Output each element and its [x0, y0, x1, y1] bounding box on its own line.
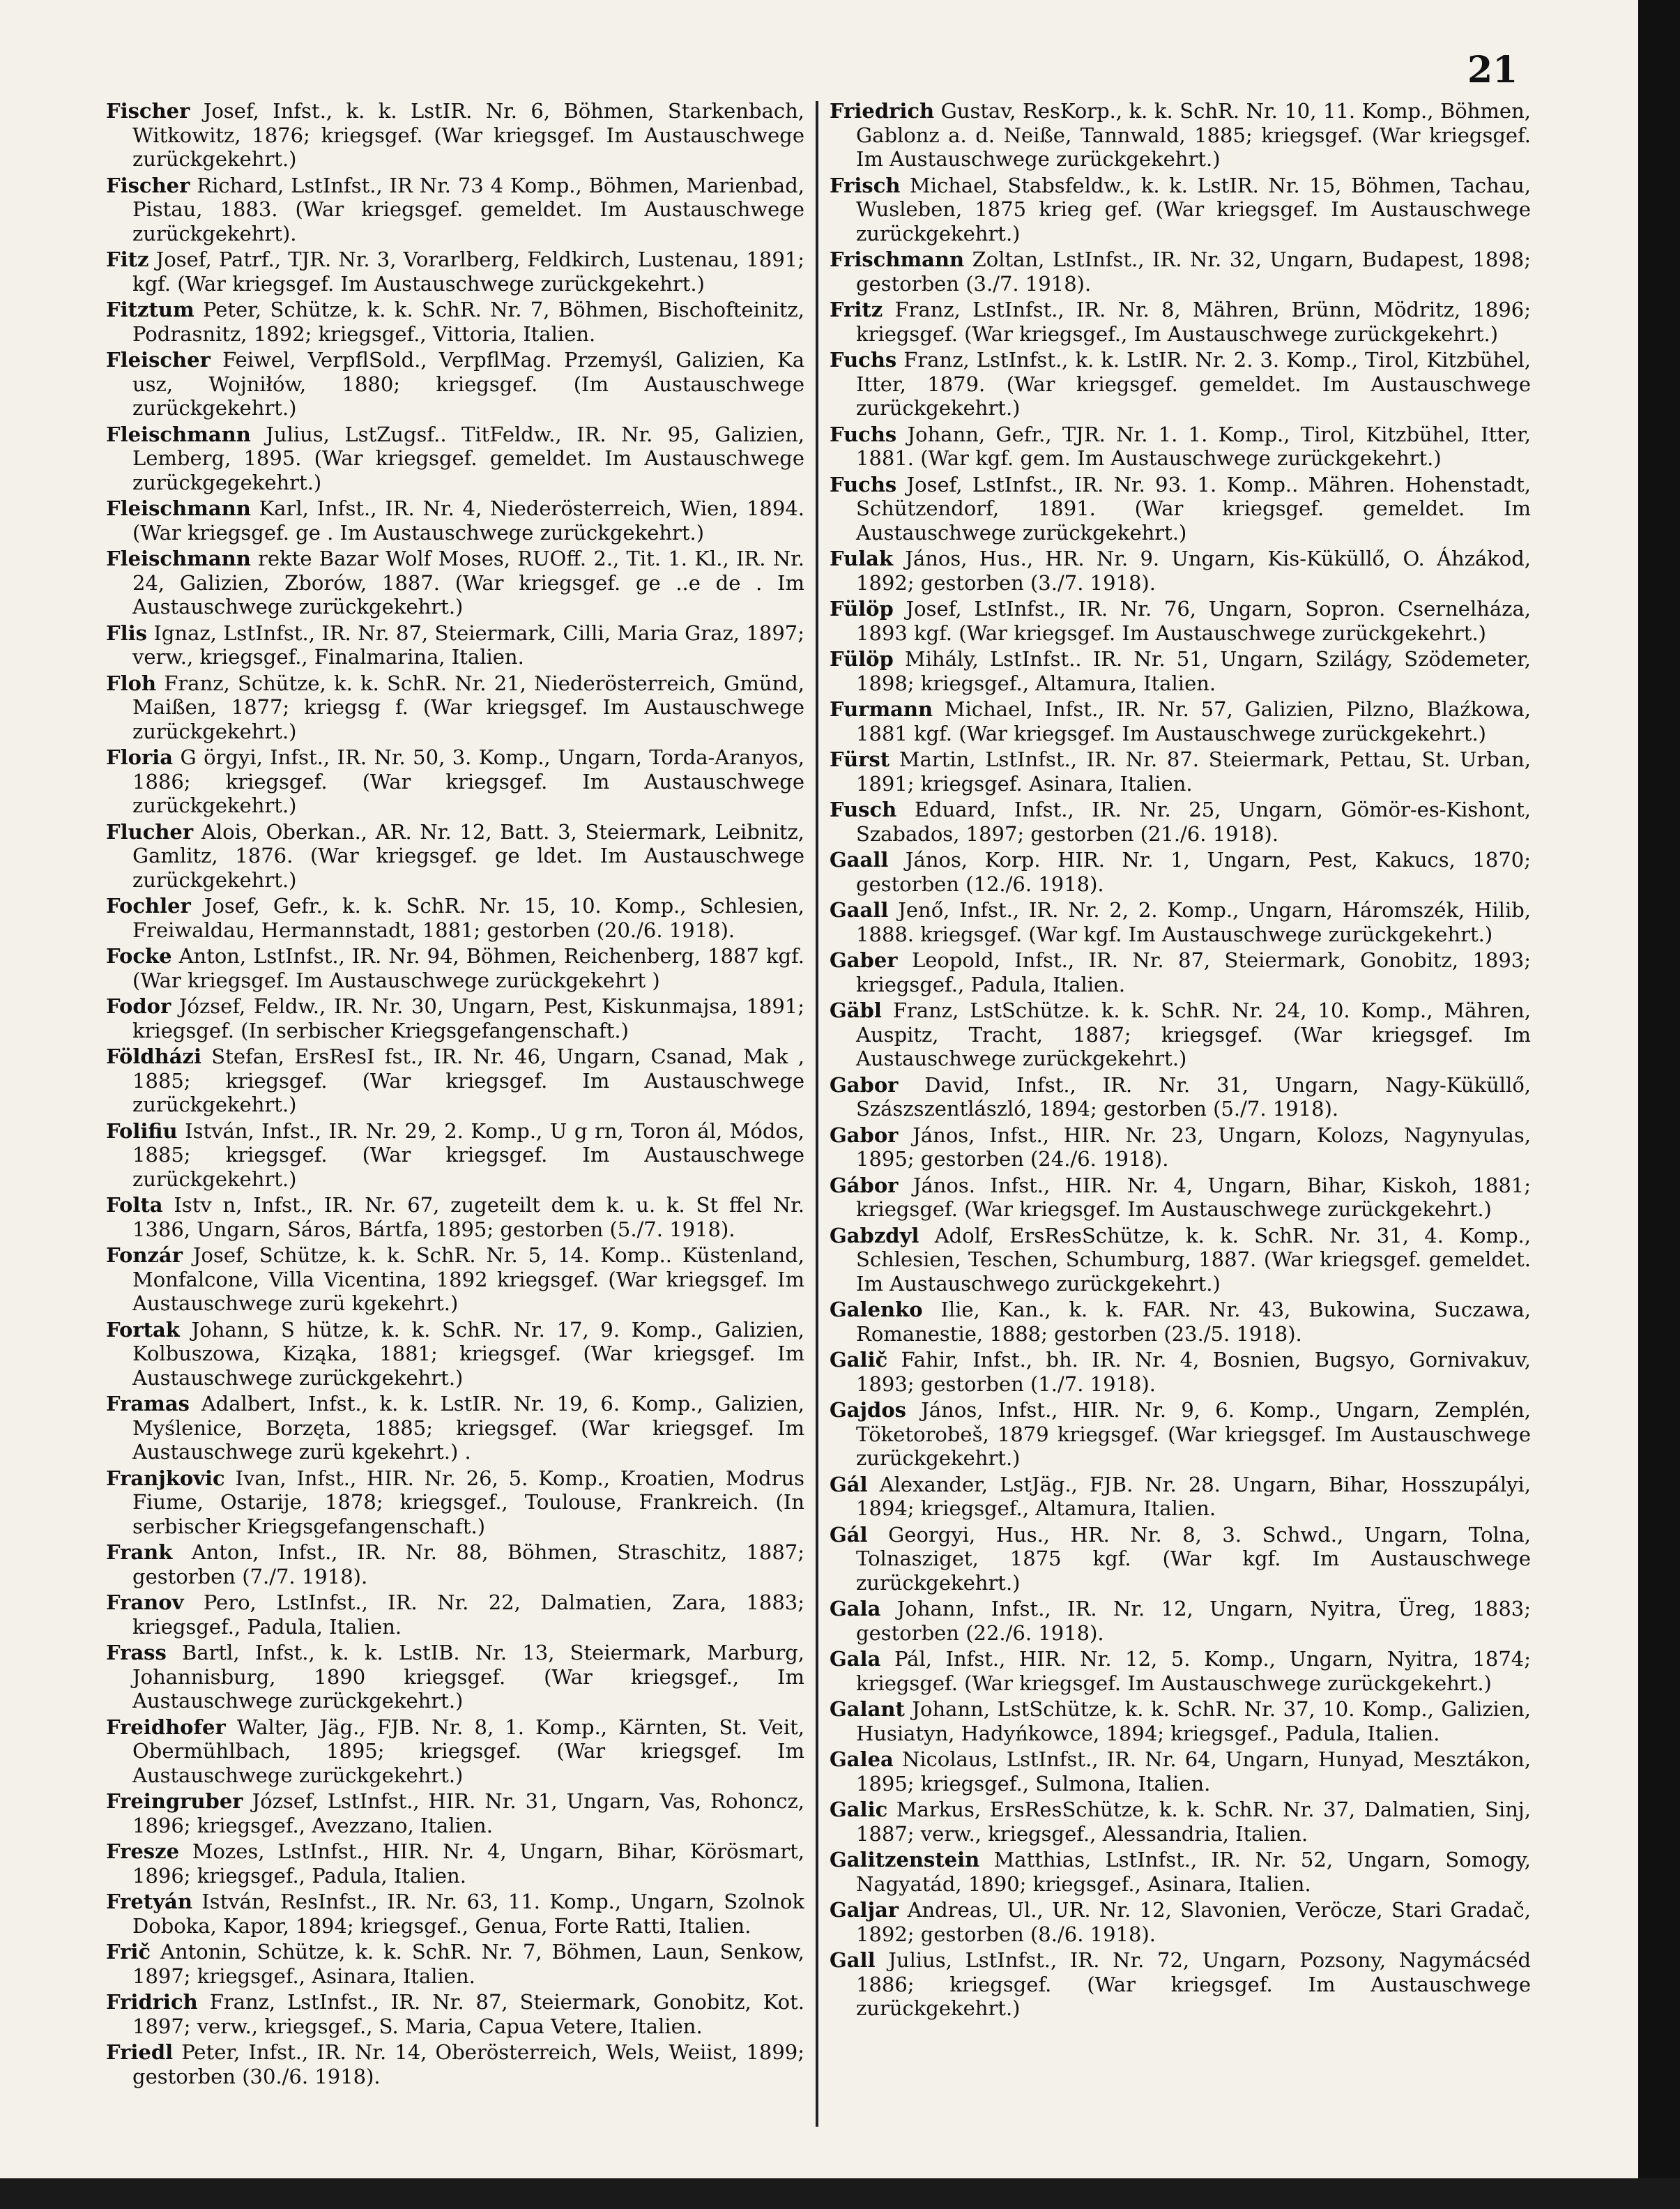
entry-surname: Gabor	[830, 1123, 899, 1147]
list-entry	[106, 1045, 804, 1117]
entry-details: Georgyi, Hus., HR. Nr. 8, 3. Schwd., Ungarn, Tolna, Tolnasziget, 1875 kgf. (War kgf. Im Austauschwege zurückgekehrt.)	[856, 1522, 1531, 1595]
entry-details: Anton, Infst., IR. Nr. 88, Böhmen, Straschitz, 1887; gestorben (7./7. 1918).	[132, 1540, 804, 1588]
list-entry	[830, 473, 1531, 545]
list-entry	[106, 496, 804, 545]
list-entry	[830, 248, 1531, 296]
entry-details: rekte Bazar Wolf Moses, RUOff. 2., Tit. 1. Kl., IR. Nr. 24, Galizien, Zborów, 1887. (War kriegsgef. ge ..e de . Im Austauschwege zurückgekehrt.)	[132, 547, 804, 618]
entry-details: Martin, LstInfst., IR. Nr. 87. Steiermark, Pettau, St. Urban, 1891; kriegsgef. Asinara, Italien.	[856, 747, 1531, 796]
entry-details: Johann, Gefr., TJR. Nr. 1. 1. Komp., Tirol, Kitzbühel, Itter, 1881. (War kgf. gem. Im Austauschwege zurückgekehrt.)	[856, 422, 1531, 470]
entry-surname: Gäbl	[830, 999, 882, 1022]
entry-details: Zoltan, LstInfst., IR. Nr. 32, Ungarn, Budapest, 1898; gestorben (3./7. 1918).	[856, 248, 1531, 296]
entry-surname: Folifiu	[106, 1118, 178, 1143]
entry-details: G örgyi, Infst., IR. Nr. 50, 3. Komp., Ungarn, Torda-Aranyos, 1886; kriegsgef. (War kriegsgef. Im Austauschwege zurückgekehrt.)	[132, 745, 804, 817]
entry-surname: Franov	[106, 1591, 184, 1614]
entry-surname: Galitzenstein	[830, 1848, 980, 1872]
entry-surname: Frischmann	[830, 248, 965, 271]
list-entry	[830, 1848, 1531, 1896]
entry-surname: Franjkovic	[106, 1466, 225, 1490]
entry-details: Julius, LstZugsf.. TitFeldw., IR. Nr. 95, Galizien, Lemberg, 1895. (War kriegsgef. gemeldet. Im Austauschwege zurückgegekehrt.)	[132, 422, 804, 494]
list-entry	[830, 697, 1531, 745]
list-entry	[106, 423, 804, 495]
entry-surname: Gall	[830, 1948, 876, 1972]
list-entry	[830, 597, 1531, 645]
entry-surname: Galea	[830, 1747, 894, 1771]
list-entry	[830, 1597, 1531, 1645]
entry-details: Josef, Schütze, k. k. SchR. Nr. 5, 14. Komp.. Küstenland, Monfalcone, Villa Vicentina, 1892 kriegsgef. (War kriegsgef. Im Austauschwege zurü kgekehrt.)	[132, 1243, 804, 1315]
list-entry	[106, 348, 804, 420]
entry-details: Franz, LstSchütze. k. k. SchR. Nr. 24, 10. Komp., Mähren, Auspitz, Tracht, 1887; kriegsgef. (War kriegsgef. Im Austauschwege zurückgekehrt.)	[856, 999, 1531, 1070]
entry-surname: Galant	[830, 1697, 905, 1721]
entry-details: József, LstInfst., HIR. Nr. 31, Ungarn, Vas, Rohoncz, 1896; kriegsgef., Avezzano, Italien.	[132, 1789, 804, 1837]
list-entry	[106, 745, 804, 818]
list-entry	[106, 1193, 804, 1241]
list-entry	[830, 1224, 1531, 1296]
entry-details: Josef, Gefr., k. k. SchR. Nr. 15, 10. Komp., Schlesien, Freiwaldau, Hermannstadt, 1881; gestorben (20./6. 1918).	[132, 894, 804, 942]
list-entry	[830, 848, 1531, 896]
list-entry	[830, 1647, 1531, 1695]
entry-surname: Frass	[106, 1641, 167, 1664]
entry-details: István, ResInfst., IR. Nr. 63, 11. Komp., Ungarn, Szolnok Doboka, Kapor, 1894; kriegsgef., Genua, Forte Ratti, Italien.	[132, 1890, 804, 1938]
entry-details: Josef, LstInfst., IR. Nr. 76, Ungarn, Sopron. Csernelháza, 1893 kgf. (War kriegsgef. Im Austauschwege zurückgekehrt.)	[856, 597, 1531, 645]
entry-details: Johann, S hütze, k. k. SchR. Nr. 17, 9. Komp., Galizien, Kolbuszowa, Kiząka, 1881; kriegsgef. (War kriegsgef. Im Austauschwege zurückgekehrt.)	[132, 1317, 804, 1390]
list-entry	[830, 547, 1531, 595]
entry-surname: Focke	[106, 944, 172, 968]
entry-surname: Fulak	[830, 547, 894, 570]
entry-surname: Galenko	[830, 1298, 923, 1321]
entry-details: Markus, ErsResSchütze, k. k. SchR. Nr. 37, Dalmatien, Sinj, 1887; verw., kriegsgef., Alessandria, Italien.	[856, 1798, 1531, 1846]
entry-details: Josef, Infst., k. k. LstIR. Nr. 6, Böhmen, Starkenbach, Witkowitz, 1876; kriegsgef. (War kriegsgef. Im Austauschwege zurückgekehrt.)	[132, 99, 804, 171]
entry-surname: Gala	[830, 1597, 881, 1620]
entry-surname: Fortak	[106, 1317, 180, 1342]
entry-surname: Fischer	[106, 99, 190, 123]
list-entry	[830, 348, 1531, 420]
list-entry	[106, 1591, 804, 1639]
list-entry	[830, 1073, 1531, 1121]
entry-surname: Frisch	[830, 173, 901, 197]
column-divider	[816, 101, 818, 2127]
entry-details: Eduard, Infst., IR. Nr. 25, Ungarn, Gömör-es-Kishont, Szabados, 1897; gestorben (21./6. 1918).	[856, 798, 1531, 846]
entry-details: Bartl, Infst., k. k. LstIB. Nr. 13, Steiermark, Marburg, Johannisburg, 1890 kriegsgef. (War kriegsgef., Im Austauschwege zurückgekehrt.)	[132, 1641, 804, 1713]
entry-surname: Fleischmann	[106, 547, 251, 570]
list-entry	[830, 174, 1531, 246]
entry-surname: Fitz	[106, 248, 149, 271]
entry-surname: Friedrich	[830, 99, 935, 123]
entry-surname: Folta	[106, 1193, 163, 1217]
entry-surname: Fuchs	[830, 472, 897, 496]
right-column	[830, 99, 1531, 2163]
list-entry	[830, 999, 1531, 1071]
list-entry	[830, 1123, 1531, 1171]
list-entry	[830, 1473, 1531, 1521]
entry-details: Walter, Jäg., FJB. Nr. 8, 1. Komp., Kärnten, St. Veit, Obermühlbach, 1895; kriegsgef. (War kriegsgef. Im Austauschwege zurückgekehrt.)	[132, 1715, 804, 1787]
entry-details: Franz, LstInfst., IR. Nr. 87, Steiermark, Gonobitz, Kot. 1897; verw., kriegsgef., S. Maria, Capua Vetere, Italien.	[132, 1990, 804, 2038]
list-entry	[830, 1898, 1531, 1946]
list-entry	[830, 798, 1531, 846]
list-entry	[106, 820, 804, 893]
list-entry	[830, 1523, 1531, 1595]
entry-details: Matthias, LstInfst., IR. Nr. 52, Ungarn, Somogy, Nagyatád, 1890; kriegsgef., Asinara, Italien.	[856, 1848, 1531, 1896]
entry-details: Johann, Infst., IR. Nr. 12, Ungarn, Nyitra, Üreg, 1883; gestorben (22./6. 1918).	[856, 1597, 1531, 1645]
entry-surname: Gajdos	[830, 1398, 906, 1422]
page-number: 21	[1467, 49, 1518, 91]
list-entry	[106, 1243, 804, 1316]
entry-surname: Gabzdyl	[830, 1223, 919, 1247]
entry-details: Ignaz, LstInfst., IR. Nr. 87, Steiermark, Cilli, Maria Graz, 1897; verw., kriegsgef., Finalmarina, Italien.	[132, 621, 804, 669]
list-entry	[106, 1392, 804, 1464]
entry-details: Jenő, Infst., IR. Nr. 2, 2. Komp., Ungarn, Háromszék, Hilib, 1888. kriegsgef. (War kgf. Im Austauschwege zurückgekehrt.)	[856, 898, 1531, 946]
list-entry	[106, 1940, 804, 1988]
entry-surname: Fitztum	[106, 298, 194, 321]
list-entry	[106, 1318, 804, 1390]
list-entry	[830, 1798, 1531, 1846]
entry-details: Ivan, Infst., HIR. Nr. 26, 5. Komp., Kroatien, Modrus Fiume, Ostarije, 1878; kriegsgef., Toulouse, Frankreich. (In serbischer Kriegsgefangenschaft.)	[132, 1466, 804, 1538]
entry-details: Karl, Infst., IR. Nr. 4, Niederösterreich, Wien, 1894. (War kriegsgef. ge . Im Austauschwege zurückgekehrt.)	[132, 496, 804, 545]
entry-surname: Fritz	[830, 298, 883, 321]
list-entry	[106, 1789, 804, 1837]
list-entry	[106, 1839, 804, 1888]
entry-surname: Fuchs	[830, 348, 897, 372]
entry-details: Mihály, LstInfst.. IR. Nr. 51, Ungarn, Szilágy, Szödemeter, 1898; kriegsgef., Altamura, Italien.	[856, 647, 1531, 695]
entry-details: János, Infst., HIR. Nr. 9, 6. Komp., Ungarn, Zemplén, Töketorobeš, 1879 kriegsgef. (War kriegsgef. Im Austauschwege zurückgekehrt.)	[856, 1398, 1531, 1470]
entry-surname: Fleischmann	[106, 496, 251, 520]
entry-details: Richard, LstInfst., IR Nr. 73 4 Komp., Böhmen, Marienbad, Pistau, 1883. (War kriegsgef. gemeldet. Im Austauschwege zurückgekehrt).	[132, 173, 804, 245]
entry-details: Josef, LstInfst., IR. Nr. 93. 1. Komp.. Mähren. Hohenstadt, Schützendorf, 1891. (War kriegsgef. gemeldet. Im Austauschwege zurückgekehrt.)	[856, 472, 1531, 545]
entry-details: Alexander, LstJäg., FJB. Nr. 28. Ungarn, Bihar, Hosszupályi, 1894; kriegsgef., Altamura, Italien.	[856, 1472, 1531, 1520]
entry-surname: Fülöp	[830, 597, 894, 621]
entry-details: Adolf, ErsResSchütze, k. k. SchR. Nr. 31, 4. Komp., Schlesien, Teschen, Schumburg, 1887. (War kriegsgef. gemeldet. Im Austauschwego zurückgekehrt.)	[856, 1223, 1531, 1296]
entry-surname: Gál	[830, 1522, 868, 1547]
list-entry	[106, 994, 804, 1042]
list-entry	[106, 621, 804, 669]
entry-surname: Gabor	[830, 1072, 899, 1097]
entry-details: József, Feldw., IR. Nr. 30, Ungarn, Pest, Kiskunmajsa, 1891; kriegsgef. (In serbischer Kriegsgefangenschaft.)	[132, 994, 804, 1042]
entry-surname: Fochler	[106, 894, 191, 918]
entry-details: Andreas, Ul., UR. Nr. 12, Slavonien, Veröcze, Stari Gradač, 1892; gestorben (8./6. 1918).	[856, 1898, 1531, 1946]
entry-details: Johann, LstSchütze, k. k. SchR. Nr. 37, 10. Komp., Galizien, Husiatyn, Hadyńkowce, 1894; kriegsgef., Padula, Italien.	[856, 1697, 1531, 1745]
entry-surname: Gaall	[830, 848, 889, 872]
entry-surname: Freingruber	[106, 1789, 243, 1813]
entry-details: István, Infst., IR. Nr. 29, 2. Komp., U g rn, Toron ál, Módos, 1885; kriegsgef. (War kriegsgef. Im Austauschwege zurückgekehrt.)	[132, 1118, 804, 1191]
entry-details: Anton, LstInfst., IR. Nr. 94, Böhmen, Reichenberg, 1887 kgf. (War kriegsgef. Im Austauschwege zurückgekehrt )	[132, 944, 804, 992]
entry-details: János. Infst., HIR. Nr. 4, Ungarn, Bihar, Kiskoh, 1881; kriegsgef. (War kriegsgef. Im Austauschwege zurückgekehrt.)	[856, 1173, 1531, 1221]
entry-details: Ilie, Kan., k. k. FAR. Nr. 43, Bukowina, Suczawa, Romanestie, 1888; gestorben (23./5. 1918).	[856, 1298, 1531, 1346]
entry-details: Alois, Oberkan., AR. Nr. 12, Batt. 3, Steiermark, Leibnitz, Gamlitz, 1876. (War kriegsgef. ge ldet. Im Austauschwege zurückgekehrt.)	[132, 819, 804, 892]
entry-details: János, Hus., HR. Nr. 9. Ungarn, Kis-Küküllő, O. Áhzákod, 1892; gestorben (3./7. 1918).	[856, 547, 1531, 595]
entry-details: Istv n, Infst., IR. Nr. 67, zugeteilt dem k. u. k. St ffel Nr. 1386, Ungarn, Sáros, Bártfa, 1895; gestorben (5./7. 1918).	[132, 1193, 804, 1241]
list-entry	[106, 99, 804, 172]
entry-details: Nicolaus, LstInfst., IR. Nr. 64, Ungarn, Hunyad, Mesztákon, 1895; kriegsgef., Sulmona, Italien.	[856, 1747, 1531, 1796]
entry-surname: Gábor	[830, 1173, 899, 1197]
list-entry	[830, 647, 1531, 695]
scan-border-bottom	[0, 2178, 1680, 2209]
entry-surname: Frank	[106, 1540, 173, 1564]
entry-details: Leopold, Infst., IR. Nr. 87, Steiermark, Gonobitz, 1893; kriegsgef., Padula, Italien.	[856, 948, 1531, 996]
entry-surname: Fridrich	[106, 1990, 198, 2014]
entry-details: János, Infst., HIR. Nr. 23, Ungarn, Kolozs, Nagynyulas, 1895; gestorben (24./6. 1918).	[856, 1123, 1531, 1171]
entry-details: Antonin, Schütze, k. k. SchR. Nr. 7, Böhmen, Laun, Senkow, 1897; kriegsgef., Asinara, Italien.	[132, 1940, 804, 1988]
list-entry	[830, 1298, 1531, 1346]
list-entry	[830, 747, 1531, 796]
entry-surname: Galjar	[830, 1898, 899, 1922]
entry-details: Stefan, ErsResI fst., IR. Nr. 46, Ungarn, Csanad, Mak , 1885; kriegsgef. (War kriegsgef. Im Austauschwege zurückgekehrt.)	[132, 1045, 804, 1116]
entry-details: Michael, Infst., IR. Nr. 57, Galizien, Pilzno, Blaźkowa, 1881 kgf. (War kriegsgef. Im Austauschwege zurückgekehrt.)	[856, 697, 1531, 745]
entry-details: Josef, Patrf., TJR. Nr. 3, Vorarlberg, Feldkirch, Lustenau, 1891; kgf. (War kriegsgef. Im Austauschwege zurückgekehrt.)	[132, 248, 804, 296]
list-entry	[106, 1890, 804, 1938]
entry-details: Gustav, ResKorp., k. k. SchR. Nr. 10, 11. Komp., Böhmen, Gablonz a. d. Neiße, Tannwald, 1885; kriegsgef. (War kriegsgef. Im Austauschwege zurückgekehrt.)	[856, 99, 1531, 171]
entry-surname: Gál	[830, 1472, 868, 1496]
entry-surname: Fusch	[830, 798, 897, 821]
entry-surname: Flucher	[106, 819, 194, 844]
entry-surname: Gala	[830, 1647, 881, 1671]
list-entry	[830, 1174, 1531, 1222]
list-entry	[830, 1697, 1531, 1745]
list-entry	[106, 1466, 804, 1539]
entry-surname: Gaber	[830, 948, 898, 972]
list-entry	[106, 248, 804, 296]
entry-surname: Furmann	[830, 697, 933, 721]
entry-surname: Fischer	[106, 173, 190, 197]
list-entry	[106, 1641, 804, 1713]
entry-details: Adalbert, Infst., k. k. LstIR. Nr. 19, 6. Komp., Galizien, Myślenice, Borzęta, 1885; kriegsgef. (War kriegsgef. Im Austauschwege zurü kgekehrt.) .	[132, 1392, 804, 1464]
entry-surname: Frič	[106, 1940, 151, 1964]
list-entry	[106, 1715, 804, 1788]
entry-surname: Földházi	[106, 1045, 201, 1068]
list-entry	[830, 898, 1531, 946]
entry-surname: Fülöp	[830, 647, 894, 671]
list-entry	[106, 1990, 804, 2038]
entry-surname: Floria	[106, 745, 174, 769]
list-entry	[106, 671, 804, 744]
list-entry	[106, 2040, 804, 2088]
entry-surname: Freidhofer	[106, 1715, 226, 1739]
entry-surname: Fodor	[106, 994, 171, 1018]
entry-details: Michael, Stabsfeldw., k. k. LstIR. Nr. 15, Böhmen, Tachau, Wusleben, 1875 krieg gef. (War kriegsgef. Im Austauschwege zurückgekehrt.)	[856, 173, 1531, 245]
list-entry	[830, 1398, 1531, 1471]
entry-surname: Gaall	[830, 898, 889, 922]
entry-surname: Fresze	[106, 1839, 180, 1863]
entry-details: Peter, Schütze, k. k. SchR. Nr. 7, Böhmen, Bischofteinitz, Podrasnitz, 1892; kriegsgef., Vittoria, Italien.	[132, 298, 804, 346]
entry-details: David, Infst., IR. Nr. 31, Ungarn, Nagy-Küküllő, Szászszentlászló, 1894; gestorben (5./7. 1918).	[856, 1072, 1531, 1121]
list-entry	[830, 423, 1531, 471]
entry-details: Julius, LstInfst., IR. Nr. 72, Ungarn, Pozsony, Nagymácséd 1886; kriegsgef. (War kriegsgef. Im Austauschwege zurückgekehrt.)	[856, 1948, 1531, 2020]
list-entry	[106, 944, 804, 992]
entry-details: Franz, Schütze, k. k. SchR. Nr. 21, Niederösterreich, Gmünd, Maißen, 1877; kriegsg f. (War kriegsgef. Im Austauschwege zurückgekehrt.)	[132, 671, 804, 743]
list-entry	[830, 948, 1531, 996]
entry-details: Pero, LstInfst., IR. Nr. 22, Dalmatien, Zara, 1883; kriegsgef., Padula, Italien.	[132, 1591, 804, 1639]
entry-surname: Galic	[830, 1798, 888, 1821]
list-entry	[106, 1119, 804, 1192]
entry-surname: Flis	[106, 621, 147, 645]
entry-surname: Galič	[830, 1348, 888, 1372]
list-entry	[106, 298, 804, 346]
entry-surname: Fleischer	[106, 348, 211, 372]
list-entry	[106, 1540, 804, 1588]
scan-border-right	[1638, 0, 1680, 2209]
list-entry	[106, 174, 804, 246]
list-entry	[830, 298, 1531, 346]
list-entry	[830, 99, 1531, 172]
entry-surname: Fuchs	[830, 422, 897, 446]
entry-details: Franz, LstInfst., IR. Nr. 8, Mähren, Brünn, Mödritz, 1896; kriegsgef. (War kriegsgef., Im Austauschwege zurückgekehrt.)	[856, 298, 1531, 346]
entry-surname: Framas	[106, 1392, 190, 1415]
entry-details: Pál, Infst., HIR. Nr. 12, 5. Komp., Ungarn, Nyitra, 1874; kriegsgef. (War kriegsgef. Im Austauschwege zurückgekehrt.)	[856, 1647, 1531, 1695]
entry-surname: Friedl	[106, 2040, 174, 2064]
entry-surname: Fretyán	[106, 1890, 192, 1913]
entry-surname: Fonzár	[106, 1243, 183, 1267]
entry-details: Franz, LstInfst., k. k. LstIR. Nr. 2. 3. Komp., Tirol, Kitzbühel, Itter, 1879. (War kriegsgef. gemeldet. Im Austauschwege zurückgekehrt.)	[856, 348, 1531, 420]
entry-details: Mozes, LstInfst., HIR. Nr. 4, Ungarn, Bihar, Körösmart, 1896; kriegsgef., Padula, Italien.	[132, 1839, 804, 1888]
entry-details: Feiwel, VerpflSold., VerpflMag. Przemyśl, Galizien, Ka usz, Wojniłów, 1880; kriegsgef. (Im Austauschwege zurückgekehrt.)	[132, 348, 804, 420]
left-column	[106, 99, 804, 2163]
list-entry	[106, 894, 804, 942]
list-entry	[106, 547, 804, 619]
list-entry	[830, 1948, 1531, 2021]
entry-surname: Fleischmann	[106, 422, 251, 446]
list-entry	[830, 1348, 1531, 1396]
entry-surname: Fürst	[830, 747, 890, 771]
entry-details: Peter, Infst., IR. Nr. 14, Oberösterreich, Wels, Weiist, 1899; gestorben (30./6. 1918).	[132, 2040, 804, 2088]
entry-details: Fahir, Infst., bh. IR. Nr. 4, Bosnien, Bugsyo, Gornivakuv, 1893; gestorben (1./7. 1918).	[856, 1348, 1531, 1396]
entry-details: János, Korp. HIR. Nr. 1, Ungarn, Pest, Kakucs, 1870; gestorben (12./6. 1918).	[856, 848, 1531, 896]
list-entry	[830, 1747, 1531, 1796]
entry-surname: Floh	[106, 671, 157, 695]
